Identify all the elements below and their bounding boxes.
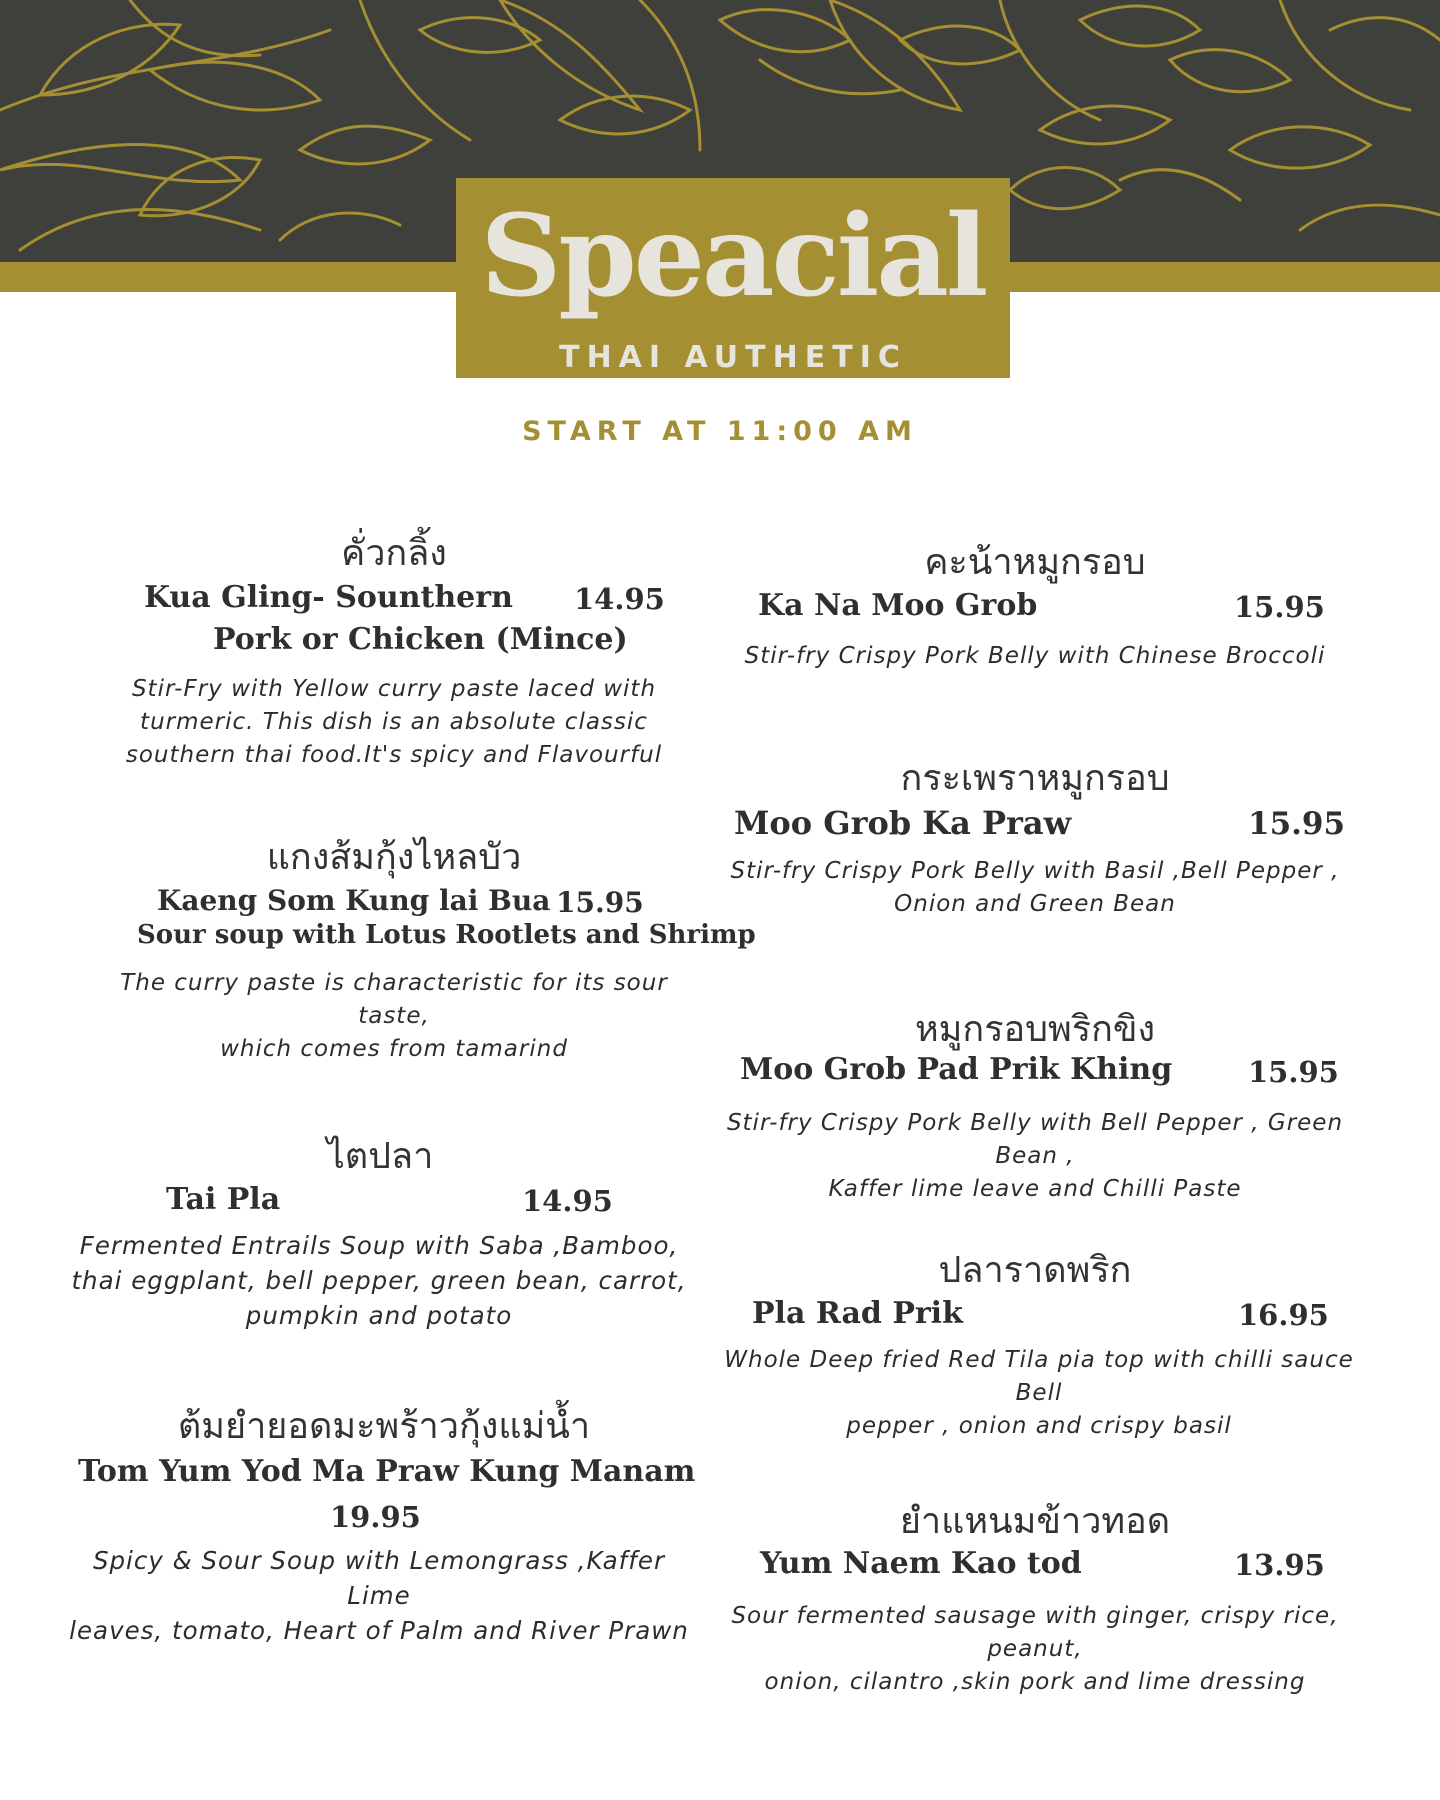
dish-price: 15.95: [1248, 806, 1346, 842]
start-time: START AT 11:00 AM: [522, 416, 918, 447]
dish-name: Moo Grob Pad Prik Khing: [740, 1052, 1173, 1087]
dish-price: 19.95: [330, 1500, 421, 1534]
dish-price: 14.95: [522, 1184, 613, 1218]
dish-description: Sour fermented sausage with ginger, crispy rice, peanut, onion, cilantro ,skin pork and lime dressing: [731, 1603, 1339, 1695]
dish-thai-name: ต้มยำยอดมะพร้าวกุ้งแม่น้ำ: [177, 1406, 591, 1447]
dish-description: The curry paste is characteristic for its sour taste, which comes from tamarind: [120, 970, 668, 1062]
dish-thai-name: คั่วกลิ้ง: [341, 533, 447, 574]
dish-thai-name: กระเพราหมูกรอบ: [900, 758, 1170, 799]
dish-price: 16.95: [1238, 1298, 1329, 1332]
dish-name: Kua Gling- Sounthern: [144, 580, 513, 615]
dish-thai-name: ยำแหนมข้าวทอด: [899, 1501, 1171, 1542]
dish-description: Stir-fry Crispy Pork Belly with Chinese Broccoli: [744, 643, 1326, 669]
dish-price: 13.95: [1234, 1548, 1325, 1582]
dish-description: Fermented Entrails Soup with Saba ,Bamboo, thai eggplant, bell pepper, green bean, carrot, pumpkin and potato: [71, 1231, 687, 1330]
dish-description: Spicy & Sour Soup with Lemongrass ,Kaffer Lime leaves, tomato, Heart of Palm and River Prawn: [69, 1546, 689, 1645]
title-box: [456, 178, 1010, 378]
dish-description: Stir-fry Crispy Pork Belly with Bell Pepper , Green Bean , Kaffer lime leave and Chilli Paste: [726, 1110, 1344, 1202]
dish-name: Tai Pla: [166, 1182, 281, 1217]
dish-name: Ka Na Moo Grob: [758, 588, 1038, 623]
dish-price: 15.95: [1248, 1055, 1339, 1089]
menu-subtitle: THAI AUTHETIC: [559, 340, 907, 375]
dish-price: 14.95: [574, 582, 665, 616]
dish-price: 15.95: [556, 886, 644, 919]
dish-name-line2: Sour soup with Lotus Rootlets and Shrimp: [137, 920, 756, 950]
dish-description: Stir-Fry with Yellow curry paste laced with turmeric. This dish is an absolute classic southern thai food.It's spicy and Flavourful: [125, 676, 663, 768]
dish-description: Whole Deep fried Red Tila pia top with chilli sauce Bell pepper , onion and crispy basil: [724, 1347, 1354, 1439]
dish-name: Yum Naem Kao tod: [760, 1546, 1082, 1581]
menu-title: Speacial: [480, 191, 986, 322]
dish-name: Pla Rad Prik: [752, 1296, 963, 1331]
dish-thai-name: คะน้าหมูกรอบ: [924, 542, 1146, 583]
dish-name: Kaeng Som Kung lai Bua: [157, 884, 551, 917]
dish-name: Tom Yum Yod Ma Praw Kung Manam: [78, 1454, 696, 1489]
dish-name-line2: Pork or Chicken (Mince): [213, 622, 628, 657]
dish-thai-name: ปลาราดพริก: [938, 1250, 1132, 1291]
dish-description: Stir-fry Crispy Pork Belly with Basil ,Bell Pepper , Onion and Green Bean: [730, 858, 1340, 917]
dish-thai-name: ไตปลา: [326, 1136, 434, 1177]
dish-name: Moo Grob Ka Praw: [734, 804, 1072, 842]
dish-price: 15.95: [1234, 590, 1325, 624]
dish-thai-name: แกงส้มกุ้งไหลบัว: [266, 837, 522, 878]
dish-thai-name: หมูกรอบพริกขิง: [914, 1009, 1156, 1050]
